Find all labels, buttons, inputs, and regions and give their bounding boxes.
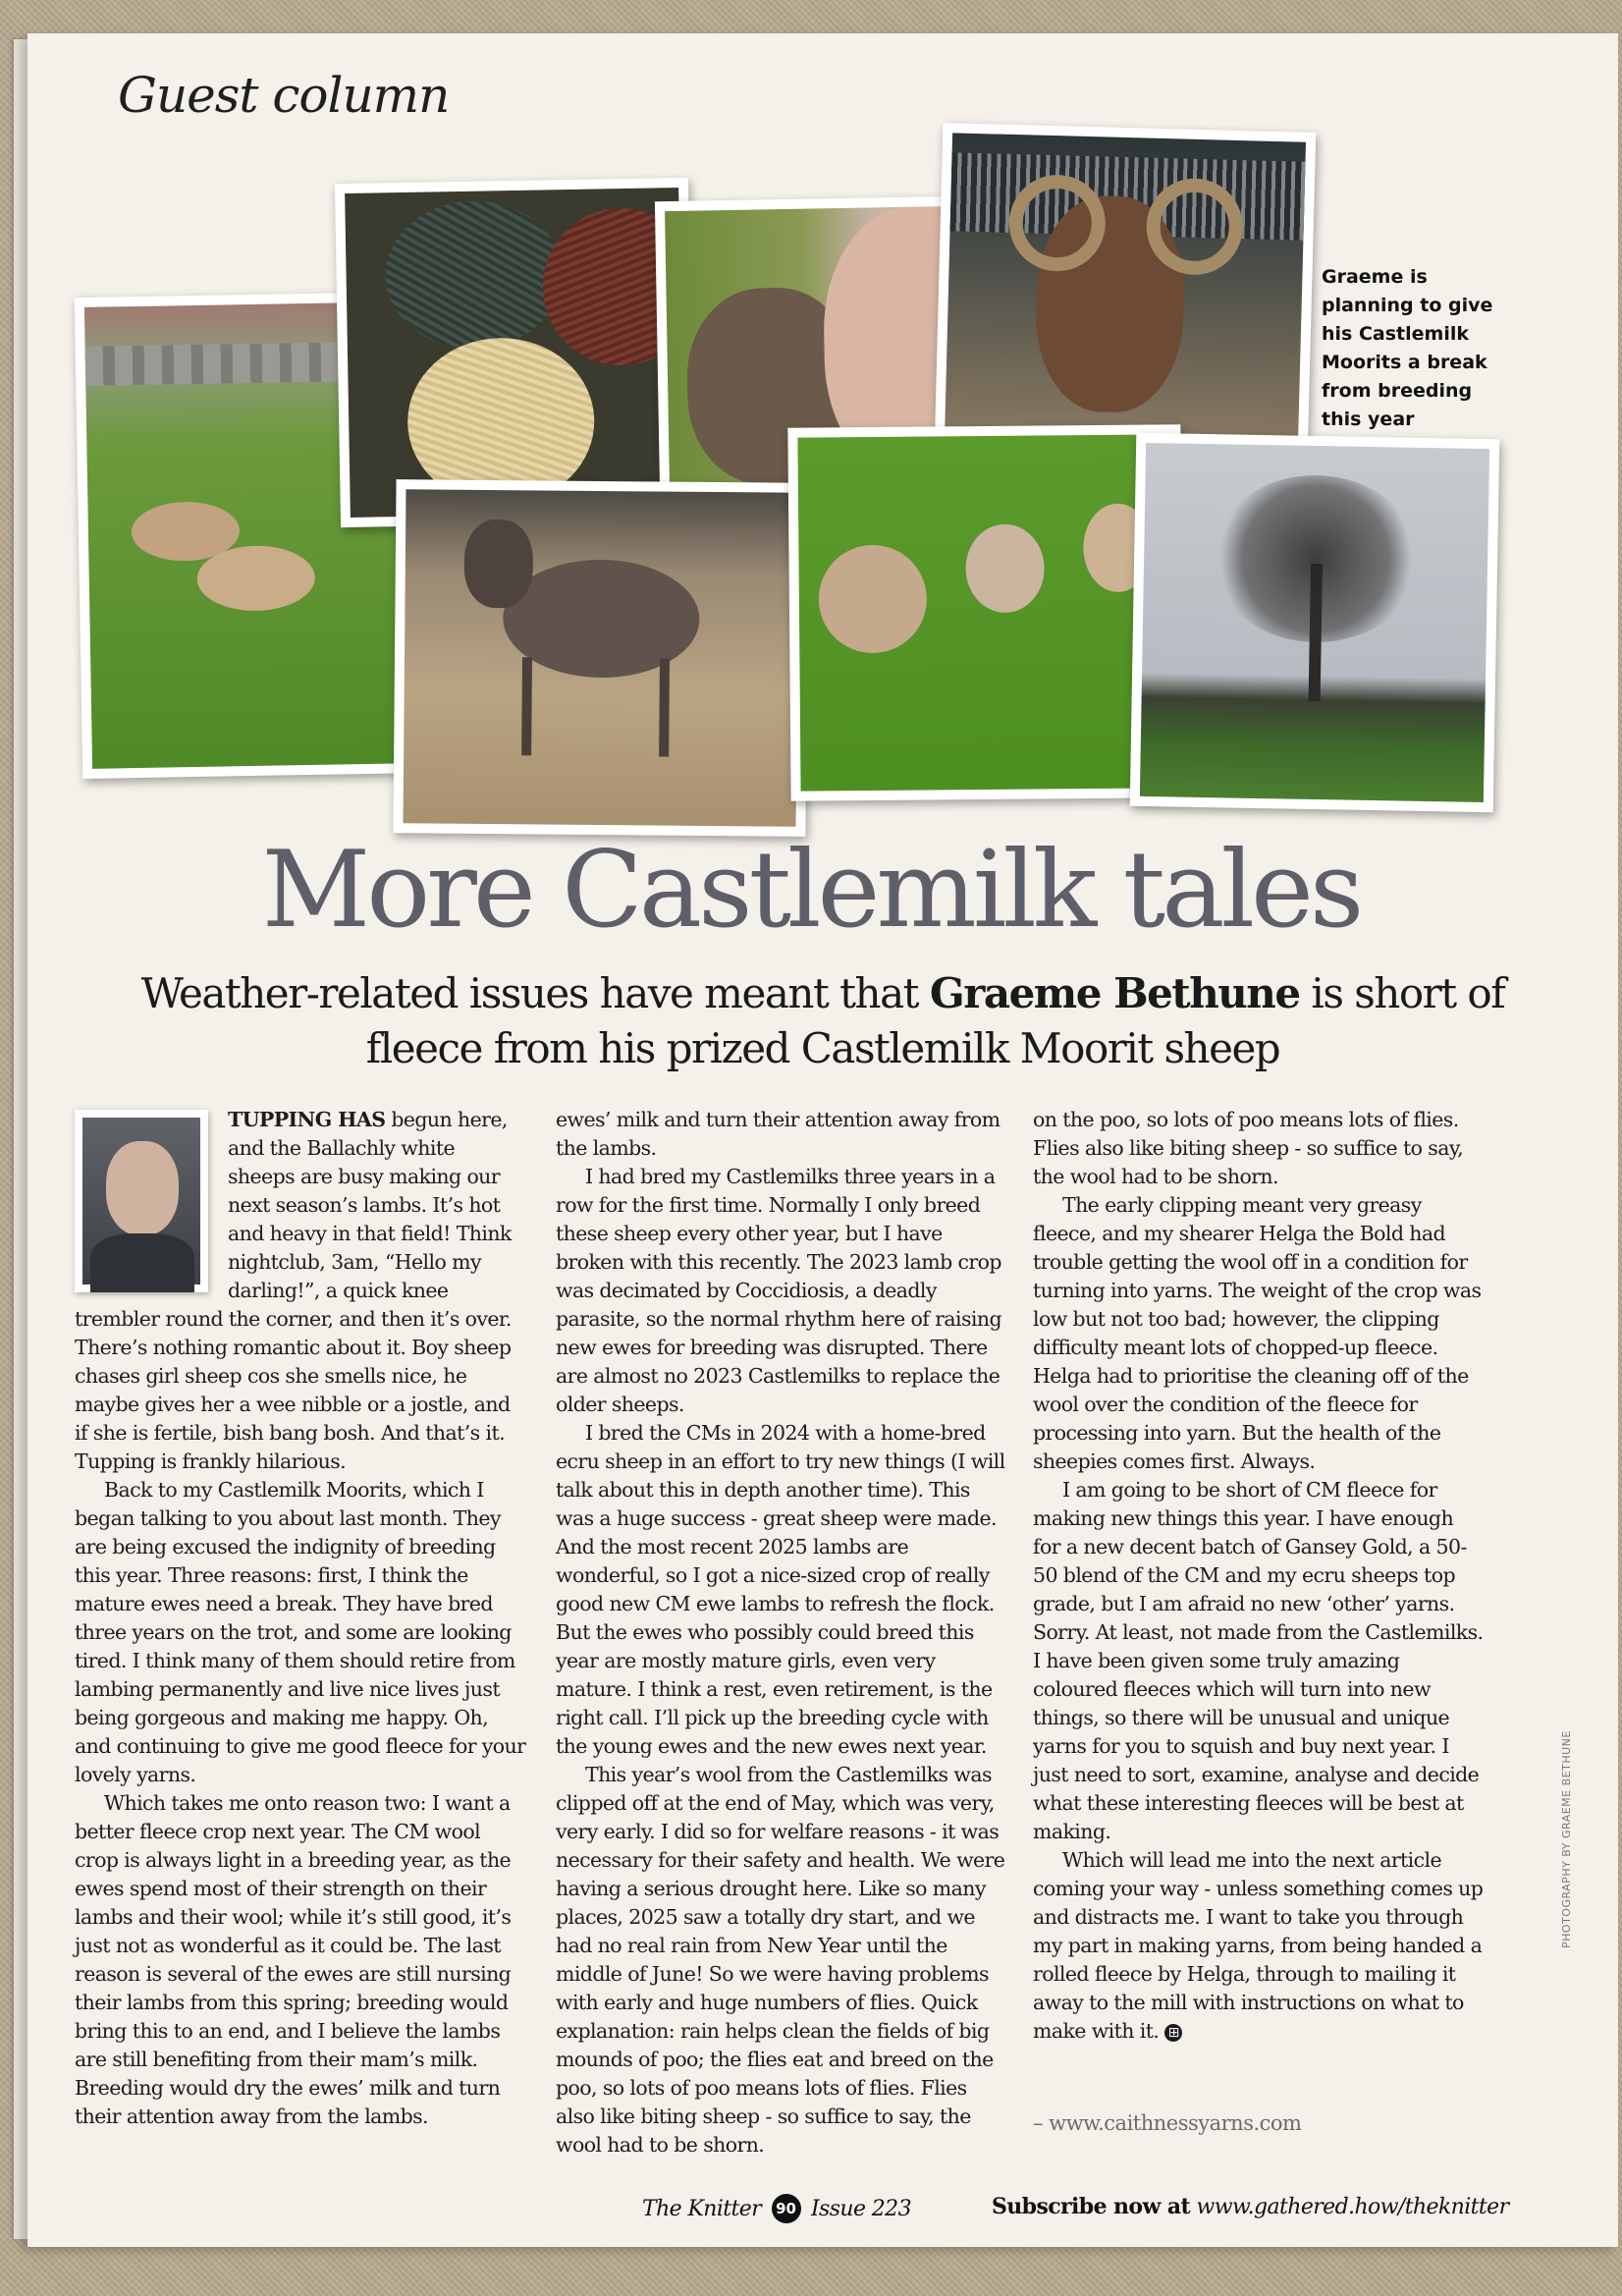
issue-number: Issue 223	[810, 2197, 911, 2221]
photo-credit: PHOTOGRAPHY BY GRAEME BETHUNE	[1560, 1730, 1573, 1948]
article-paragraph-6: This year’s wool from the Castlemilks was clipped off at the end of May, which was very, very early. I did so for welfare reasons - it was necessary for their safety and health. We were having a serious drought here. Like so many places, 2025 saw a totally dry start, and we had no real rain from New Year until the middle of June! So we were having problems with early and huge numbers of flies. Quick explanation: rain helps clean the fields of big mounds of poo; the flies eat and breed on the poo, so lots of poo means lots of flies. Flies also like biting sheep - so suffice to say, the wool had to be shorn.	[556, 1763, 1005, 2157]
paragraph-text: Which will lead me into the next article coming your way - unless something comes up and distracts me. I want to take you through my part in making yarns, from being handed a rolled fleece by Helga, through to mailing it away to the mill with instructions on what to make with it.	[1033, 1848, 1484, 2043]
magazine-name: The Knitter	[642, 2197, 762, 2221]
photo-yarn-balls	[335, 178, 694, 527]
magazine-page	[27, 33, 1618, 2247]
article-paragraph-6-cont: on the poo, so lots of poo means lots of flies. Flies also like biting sheep - so suffice to say, the wool had to be shorn.	[1033, 1108, 1464, 1188]
page-number: 90	[772, 2194, 801, 2223]
section-label: Guest column	[118, 67, 450, 124]
article-paragraph-3: Which takes me onto reason two: I want a better fleece crop next year. The CM wool crop is always light in a breeding year, as the ewes spend most of their strength on their lambs and their wool; while it’s still good, it’s just not as wonderful as it could be. The last reason is several of the ewes are still nursing their lambs from this spring; breeding would bring this to an end, and I believe the lambs are still benefiting from their mam’s milk. Breeding would dry the ewes’ milk and turn their attention away from the lambs.	[75, 1791, 512, 2128]
article-column-1	[75, 1106, 526, 2128]
standfirst-text-end: is short of fleece from his prized Castlemilk Moorit sheep	[365, 969, 1505, 1072]
article-paragraph-9	[1033, 1846, 1485, 2046]
end-mark-icon: ⊞	[1164, 2024, 1182, 2042]
photo-misty-tree	[1130, 433, 1500, 812]
photo-three-sheep-grazing	[787, 424, 1183, 800]
article-paragraph-2: Back to my Castlemilk Moorits, which I began talking to you about last month. They are being excused the indignity of breeding this year. Three reasons: first, I think the mature ewes need a break. They have bred three years on the trot, and some are looking tired. I think many of them should retire from lambing permanently and live nice lives just being gorgeous and making me happy. Oh, and continuing to give me good fleece for your lovely yarns.	[75, 1478, 526, 1786]
standfirst-text: Weather-related issues have meant that	[140, 969, 930, 1017]
author-name: Graeme Bethune	[929, 969, 1300, 1017]
page-footer	[0, 2194, 1622, 2225]
photo-caption: Graeme is planning to give his Castlemilk Moorits a break from breeding this year	[1322, 266, 1493, 430]
photo-sheep-straw	[393, 479, 808, 837]
standfirst	[86, 966, 1559, 1076]
footer-subscribe	[992, 2194, 1509, 2219]
subscribe-text: Subscribe now at	[992, 2194, 1191, 2219]
author-portrait	[75, 1110, 208, 1292]
website-link[interactable]: – www.caithnessyarns.com	[1033, 2111, 1302, 2135]
headline: More Castlemilk tales	[261, 829, 1361, 952]
article-paragraph-4: I had bred my Castlemilks three years in a row for the first time. Normally I only breed these sheep every other year, but I have broken with this recently. The 2023 lamb crop was decimated by Coccidiosis, a deadly parasite, so the normal rhythm here of raising new ewes for breeding was disrupted. There are almost no 2023 Castlemilks to replace the older sheeps.	[556, 1165, 1001, 1416]
article-paragraph-3-cont: ewes’ milk and turn their attention away from the lambs.	[556, 1108, 1000, 1160]
lead-in-caps: TUPPING HAS	[228, 1108, 386, 1131]
article-column-3	[1033, 1106, 1485, 2046]
paragraph-text: begun here, and the Ballachly white sheeps are busy making our next season’s lambs. It’s hot and heavy in that field! Think nightclub, 3am, “Hello my darling!”, a quick knee trembler round the corner, and then it’s over. There’s nothing romantic about it. Boy sheep chases girl sheep cos she smells nice, he maybe gives her a wee nibble or a jostle, and if she is fertile, bish bang bosh. And that’s it. Tupping is frankly hilarious.	[75, 1108, 512, 1473]
article-paragraph-7: The early clipping meant very greasy fleece, and my shearer Helga the Bold had trouble getting the wool off in a condition for turning into yarns. The weight of the crop was low but not too bad; however, the clipping difficulty meant lots of chopped-up fleece. Helga had to prioritise the cleaning off of the wool over the condition of the fleece for processing into yarn. But the health of the sheepies comes first. Always.	[1033, 1193, 1482, 1473]
footer-magazine	[642, 2194, 911, 2223]
article-paragraph-5: I bred the CMs in 2024 with a home-bred ecru sheep in an effort to try new things (I will talk about this in depth another time). This was a huge success - great sheep were made. And the most recent 2025 lambs are wonderful, so I got a nice-sized crop of really good new CM ewe lambs to refresh the flock. But the ewes who possibly could breed this year are mostly mature girls, even very mature. I think a rest, even retirement, is the right call. I’ll pick up the breeding cycle with the young ewes and the new ewes next year.	[556, 1421, 1005, 1758]
photo-ram	[935, 123, 1317, 459]
article-column-2	[556, 1106, 1007, 2157]
article-paragraph-8: I am going to be short of CM fleece for making new things this year. I have enough for a new decent batch of Gansey Gold, a 50-50 blend of the CM and my ecru sheeps top grade, but I am afraid no new ‘other’ yarns. Sorry. At least, not made from the Castlemilks. I have been given some truly amazing coloured fleeces which will turn into new things, so there will be unusual and unique yarns for you to squish and buy next year. I just need to sort, examine, analyse and decide what these interesting fleeces will be best at making.	[1033, 1478, 1484, 1843]
subscribe-url[interactable]: www.gathered.how/theknitter	[1196, 2195, 1509, 2219]
